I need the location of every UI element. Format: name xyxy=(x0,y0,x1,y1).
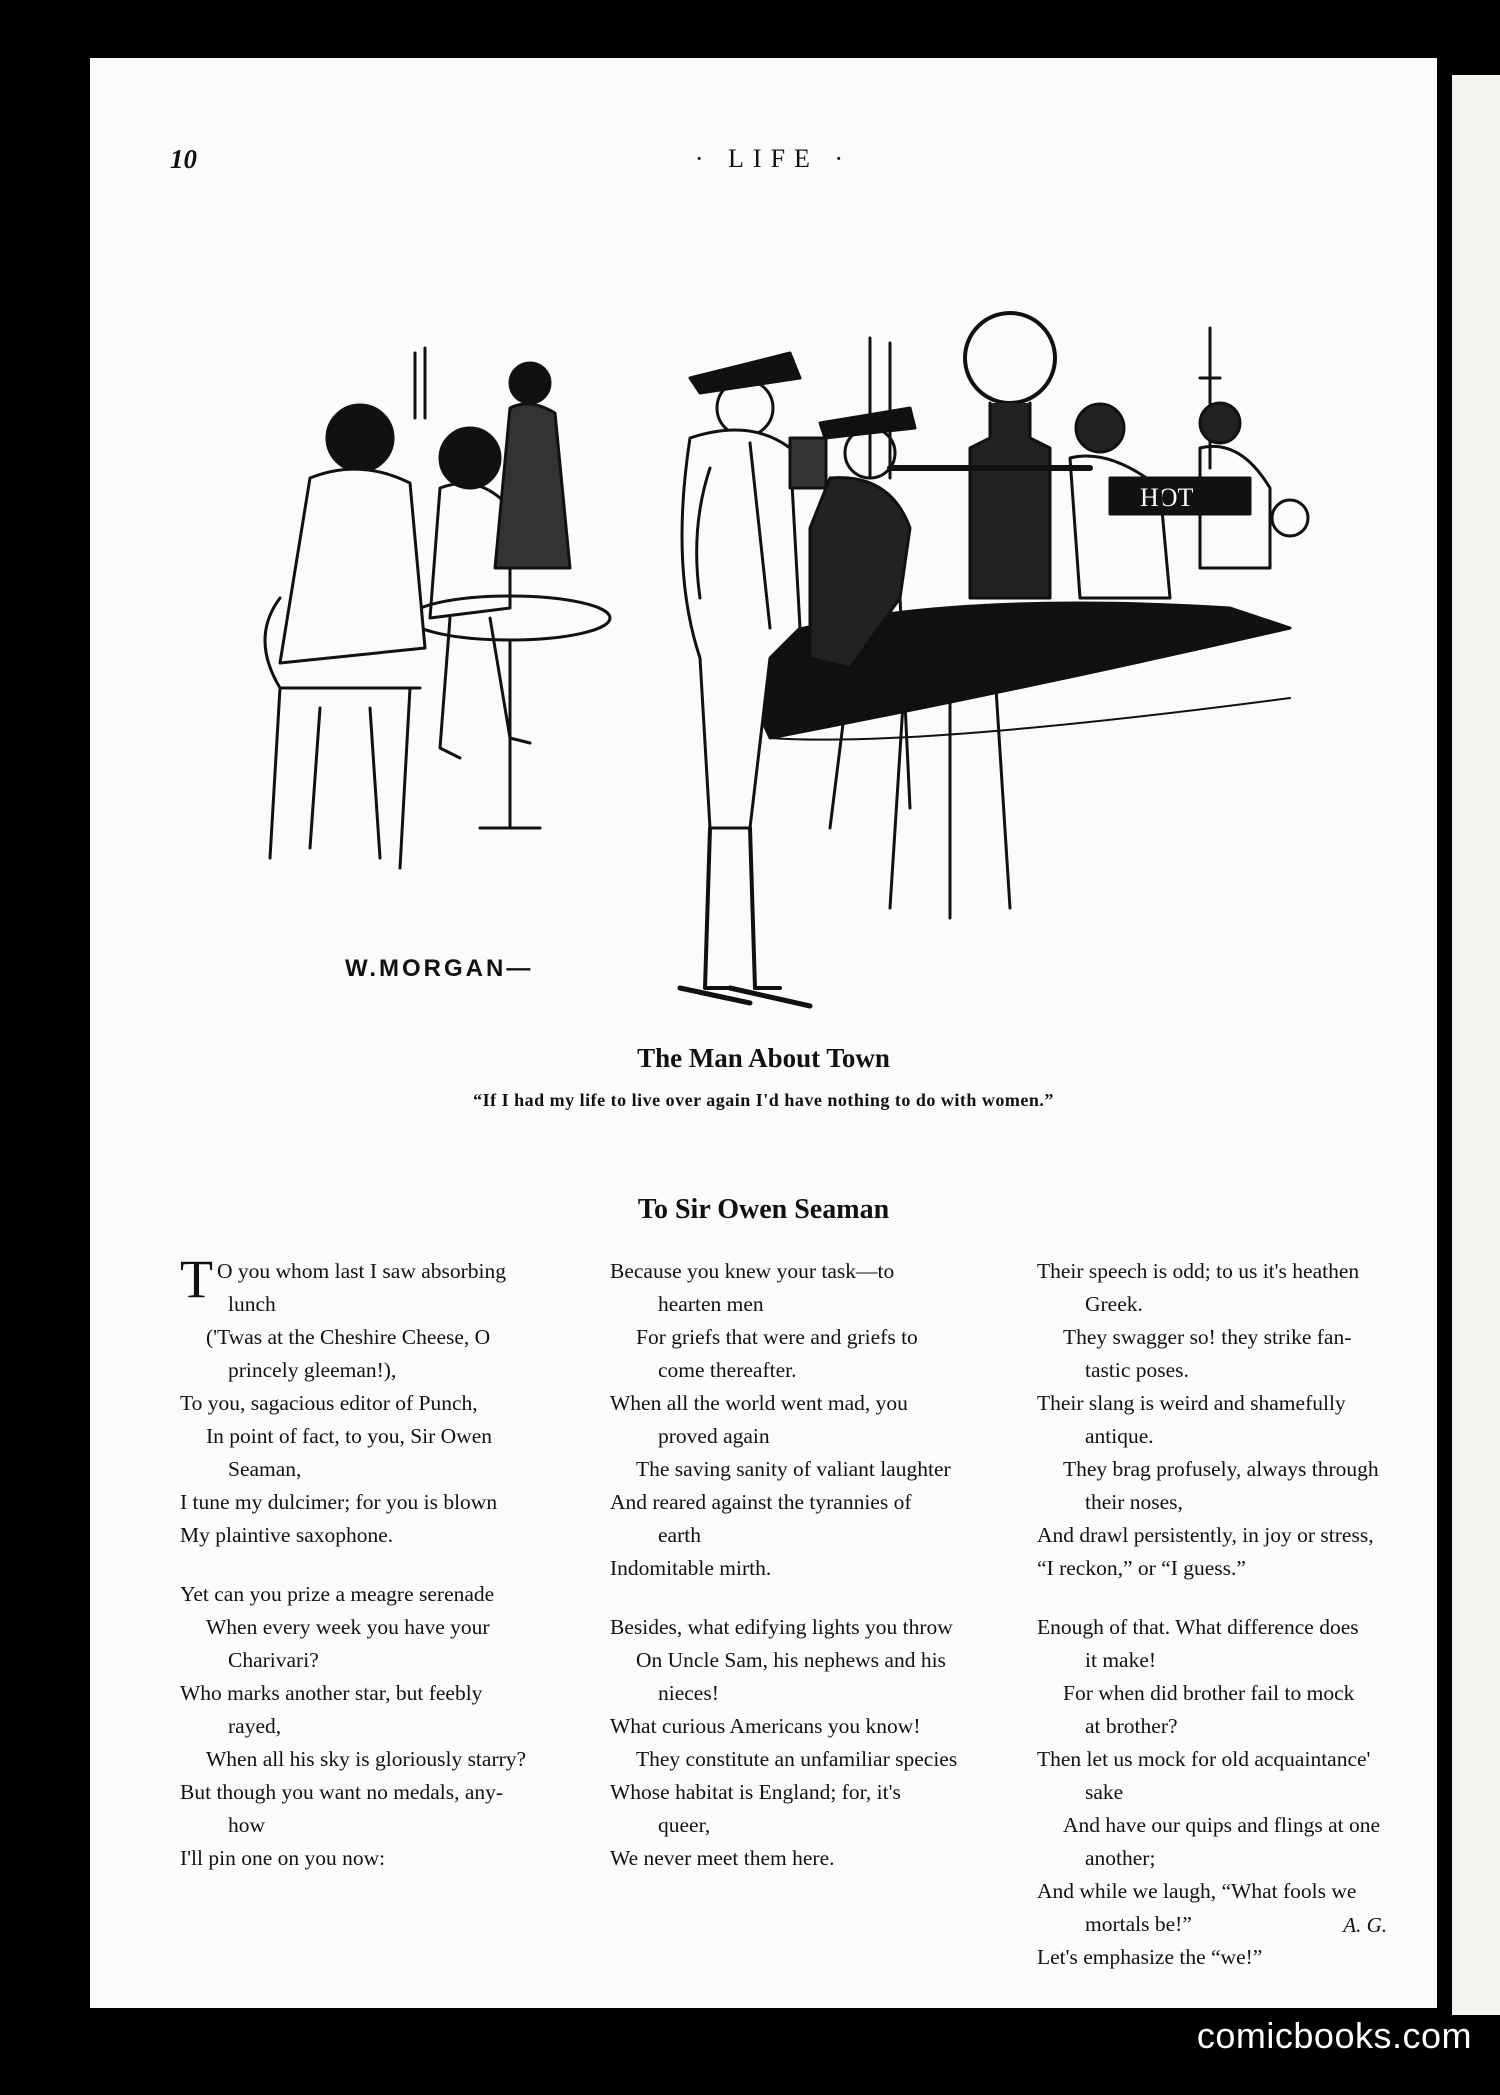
poem-line: They swagger so! they strike fan- xyxy=(1063,1325,1352,1349)
poem-line: They constitute an unfamiliar species xyxy=(636,1747,958,1771)
poem-line: Charivari? xyxy=(228,1648,319,1672)
poem-line: another; xyxy=(1085,1846,1156,1870)
facing-page-edge xyxy=(1452,75,1500,2015)
poem-signature: A. G. xyxy=(1343,1913,1387,1937)
poem-line: “I reckon,” or “I guess.” xyxy=(1037,1556,1246,1580)
poem-line: rayed, xyxy=(228,1714,282,1738)
stanza-break xyxy=(180,1553,580,1579)
counter-sign-text: HOT xyxy=(1140,483,1194,512)
poem-column-2 xyxy=(610,1256,1008,1876)
poem-line: But though you want no medals, any- xyxy=(180,1780,504,1804)
poem-line: I'll pin one on you now: xyxy=(180,1846,386,1870)
poem-line xyxy=(180,1256,580,1286)
poem-line: In point of fact, to you, Sir Owen xyxy=(206,1424,493,1448)
poem-line: princely gleeman!), xyxy=(228,1358,397,1382)
watermark: comicbooks.com xyxy=(1196,2015,1472,2056)
poem-line: They brag profusely, always through xyxy=(1063,1457,1379,1481)
poem-line: To you, sagacious editor of Punch, xyxy=(180,1391,478,1415)
poem-line: mortals be!” xyxy=(1085,1912,1192,1936)
stanza-break xyxy=(610,1586,1008,1612)
poem-line: lunch xyxy=(228,1292,276,1316)
poem-line: And reared against the tyrannies of xyxy=(610,1490,912,1514)
poem-line: it make! xyxy=(1085,1648,1157,1672)
poem-line: nieces! xyxy=(658,1681,719,1705)
poem-line: When every week you have your xyxy=(206,1615,490,1639)
illustration-signature: W.MORGAN— xyxy=(345,955,534,982)
poem-line: We never meet them here. xyxy=(610,1846,835,1870)
poem-line: sake xyxy=(1085,1780,1124,1804)
poem-line: And while we laugh, “What fools we xyxy=(1037,1879,1357,1903)
poem-line: at brother? xyxy=(1085,1714,1178,1738)
poem-line: My plaintive saxophone. xyxy=(180,1523,394,1547)
poem-line: Let's emphasize the “we!” xyxy=(1037,1945,1263,1969)
poem-column-1 xyxy=(180,1249,580,1876)
poem-line: On Uncle Sam, his nephews and his xyxy=(636,1648,946,1672)
caption-title: The Man About Town xyxy=(637,1043,890,1073)
poem-line: For when did brother fail to mock xyxy=(1063,1681,1355,1705)
poem-line: antique. xyxy=(1085,1424,1154,1448)
poem-line: And have our quips and flings at one xyxy=(1063,1813,1381,1837)
poem-line: come thereafter. xyxy=(658,1358,797,1382)
poem-line: proved again xyxy=(658,1424,770,1448)
poem-line: When all the world went mad, you xyxy=(610,1391,908,1415)
poem-line: For griefs that were and griefs to xyxy=(636,1325,918,1349)
poem-line: Enough of that. What difference does xyxy=(1037,1615,1359,1639)
poem-line: Indomitable mirth. xyxy=(610,1556,772,1580)
running-head: · LIFE · xyxy=(694,144,853,173)
poem-line: Who marks another star, but feebly xyxy=(180,1681,483,1705)
page-header xyxy=(170,144,1377,184)
poem-line: Greek. xyxy=(1085,1292,1143,1316)
poem-line: The saving sanity of valiant laughter xyxy=(636,1457,951,1481)
poem-line: Seaman, xyxy=(228,1457,302,1481)
poem-line-text: O you whom last I saw absorbing xyxy=(217,1259,507,1283)
poem-line: What curious Americans you know! xyxy=(610,1714,921,1738)
poem-line: Their speech is odd; to us it's heathen xyxy=(1037,1259,1360,1283)
cartoon-illustration xyxy=(210,268,1360,1068)
poem-line: Their slang is weird and shamefully xyxy=(1037,1391,1346,1415)
poem-title: To Sir Owen Seaman xyxy=(637,1194,890,1225)
poem-line: Because you knew your task—to xyxy=(610,1259,895,1283)
poem-line: hearten men xyxy=(658,1292,764,1316)
poem-line: And drawl persistently, in joy or stress, xyxy=(1037,1523,1374,1547)
poem-line: their noses, xyxy=(1085,1490,1183,1514)
poem-line: Besides, what edifying lights you throw xyxy=(610,1615,953,1639)
page-number: 10 xyxy=(170,144,197,174)
poem-line: tastic poses. xyxy=(1085,1358,1189,1382)
poem-line: earth xyxy=(658,1523,701,1547)
drop-cap: T xyxy=(180,1249,213,1309)
magazine-page xyxy=(90,58,1437,2008)
caption-quote: “If I had my life to live over again I'd have nothing to do with women.” xyxy=(473,1090,1054,1110)
poem-line: I tune my dulcimer; for you is blown xyxy=(180,1490,498,1514)
poem-line: how xyxy=(228,1813,266,1837)
poem-line: ('Twas at the Cheshire Cheese, O xyxy=(206,1325,491,1349)
poem-line: queer, xyxy=(658,1813,711,1837)
poem-line: When all his sky is gloriously starry? xyxy=(206,1747,527,1771)
poem-line: Whose habitat is England; for, it's xyxy=(610,1780,901,1804)
poem-line: Then let us mock for old acquaintance' xyxy=(1037,1747,1371,1771)
poem-line: Yet can you prize a meagre serenade xyxy=(180,1582,495,1606)
